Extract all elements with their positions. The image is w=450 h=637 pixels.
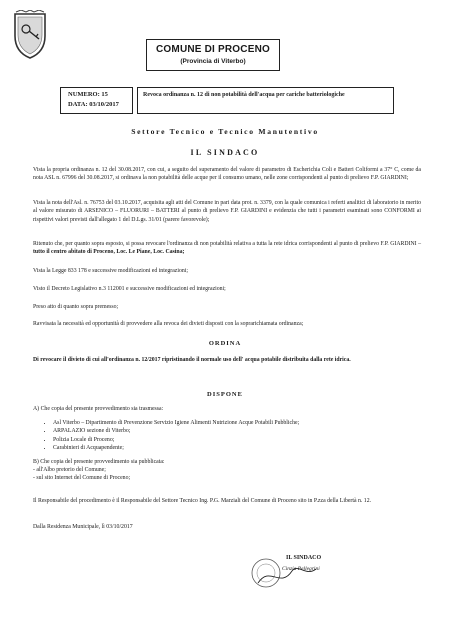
- dispone-b-item-2: - sul sito Internet del Comune di Proceno;: [33, 475, 131, 481]
- signature-title: IL SINDACO: [286, 555, 322, 561]
- ordinance-date: DATA: 03/10/2017: [68, 101, 119, 108]
- comune-header: [146, 39, 280, 71]
- ordina-text: Di revocare il divieto di cui all'ordinanza n. 12/2017 ripristinando il normale uso dell' acqua potabile distribuita dalla rete idrica.: [33, 357, 351, 363]
- list-item: • Polizia Locale di Proceno;: [53, 436, 413, 444]
- paragraph-vista-1: Vista la propria ordinanza n. 12 del 30.08.2017, con cui, a seguito del superamento del valore di parametro di Escherichia Coli e Batteri Coliformi a 37° C, come da nota ASL n. 67996 del 30.08.2017, si ordinava la non potabilità delle acque per il consumo umano, nelle zone corrispondenti al punto di prelievo F.P. GIARDINI;: [33, 167, 421, 182]
- paragraph-vista-2: Vista la nota dell'Asl. n. 76753 del 03.10.2017, acquisita agli atti del Comune in pari data prot. n. 3379, con la quale comunica i referti analitici di laboratorio in merito al valore misurato di ARSENICO – FLUORURI – BATTERI al punto di prelievo F.P. GIARDINI e evidenzia che tutti i parametri esaminati sono CONFORMI ai rispettivi valori previsti dall'allegato 1 del D.Lgs. 31/01 (parere favorevole);: [33, 200, 421, 223]
- ordinance-number-box: [60, 87, 133, 114]
- list-item: • ARPALAZIO sezione di Viterbo;: [53, 427, 413, 435]
- signature-name: Cinzia Pellegrini: [282, 566, 320, 572]
- ritenuto-bold: tutto il centro abitato di Proceno, Loc. Le Piane, Loc. Casina;: [33, 249, 185, 256]
- mayor-title: IL SINDACO: [190, 148, 260, 157]
- paragraph-preso-atto: Preso atto di quanto sopra premesso;: [33, 304, 119, 310]
- list-item: • Asl Viterbo – Dipartimento di Prevenzione Servizio Igiene Alimenti Nutrizione Acque Potabili Pubbliche;: [53, 419, 413, 427]
- coat-of-arms-icon: [12, 10, 48, 60]
- comune-name: COMUNE DI PROCENO: [156, 44, 270, 55]
- paragraph-decreto: Visto il Decreto Legislativo n.3 112001 e successive modificazioni ed integrazioni;: [33, 286, 226, 292]
- dispone-b-intro: B) Che copia del presente provvedimento sia pubblicata:: [33, 459, 165, 465]
- department-title: Settore Tecnico e Tecnico Manutentivo: [131, 127, 319, 136]
- ordina-title: ORDINA: [208, 340, 242, 347]
- dispone-a-list: [43, 419, 413, 453]
- dispone-a-intro: A) Che copia del presente provvedimento sia trasmessa:: [33, 406, 164, 412]
- paragraph-responsabile: Il Responsabile del procedimento è il Responsabile del Settore Tecnico Ing. P.G. Marziali del Comune di Proceno sito in P.zza della Libertà n. 12.: [33, 498, 372, 504]
- date-place-line: Dalla Residenza Municipale, lì 03/10/2017: [33, 524, 133, 530]
- ordinance-number: NUMERO: 15: [68, 91, 108, 98]
- paragraph-ritenuto: [33, 240, 421, 257]
- paragraph-legge: Vista la Legge 833 178 e successive modificazioni ed integrazioni;: [33, 268, 188, 274]
- subject-text: Revoca ordinanza n. 12 di non potabilità dell'acqua per cariche batteriologiche: [143, 92, 345, 98]
- provincia: (Provincia di Viterbo): [180, 58, 246, 65]
- dispone-b-item-1: - all'Albo pretorio del Comune;: [33, 467, 106, 473]
- subject-box: [137, 87, 394, 114]
- ritenuto-text: Ritenuto che, per quanto sopra esposto, si possa revocare l'ordinanza di non potabilità relativa a tutta la rete idrica corrispondenti al punto di prelievo F.P. GIARDINI –: [33, 241, 421, 247]
- paragraph-ravvisata: Ravvisata la necessità ed opportunità di provvedere alla revoca dei divieti disposti con la soprarichiamata ordinanza;: [33, 321, 304, 327]
- dispone-title: DISPONE: [207, 391, 243, 398]
- list-item: • Carabinieri di Acquapendente;: [53, 444, 413, 452]
